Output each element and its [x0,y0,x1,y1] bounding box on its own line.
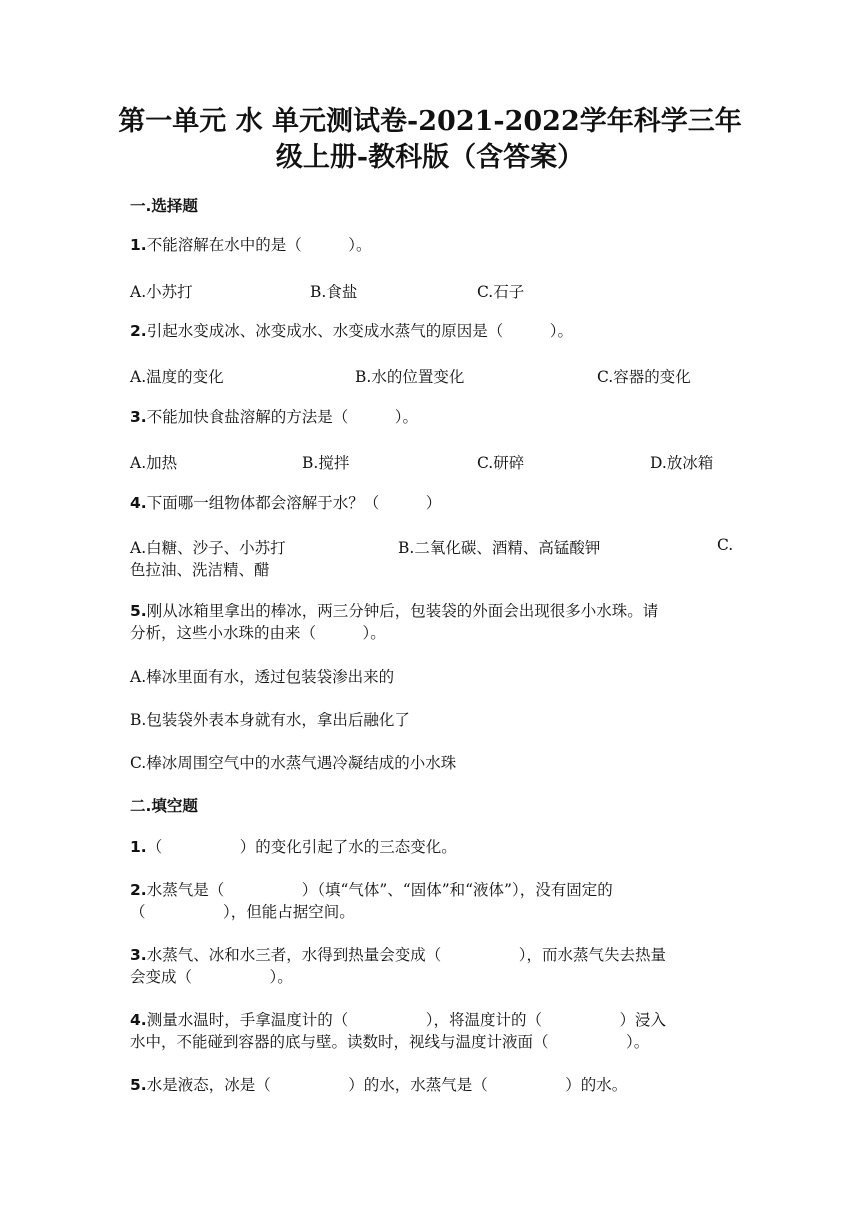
section-heading-fill: 二.填空题 [130,797,198,815]
question-text: 不能溶解在水中的是（ ）。 [146,236,372,254]
fill-question-3-line-2: 会变成（ ）。 [130,968,293,986]
option-c-text: 色拉油、洗洁精、醋 [130,561,270,579]
question-number: 3. [130,946,147,964]
fill-question-2-line-2: （ ），但能占据空间。 [130,903,355,921]
question-number: 5. [130,1076,147,1094]
option-b: B.二氧化碳、酒精、高锰酸钾 [398,539,601,557]
question-text: 水蒸气是（ ）（填“气体”、“固体”和“液体”），没有固定的 [146,881,613,899]
option-a: A.加热 [130,454,178,472]
question-number: 4. [130,1011,147,1029]
option-b: B.水的位置变化 [355,368,465,386]
question-number: 1. [130,838,147,856]
option-b: B.搅拌 [302,454,350,472]
question-text: （ ）的变化引起了水的三态变化。 [146,838,457,856]
question-number: 3. [130,408,147,426]
question-3 [130,406,730,428]
option-a: A.棒冰里面有水，透过包装袋渗出来的 [130,668,395,686]
question-text: 水是液态，冰是（ ）的水，水蒸气是（ ）的水。 [146,1076,628,1094]
fill-question-2 [130,879,730,901]
fill-question-5 [130,1074,730,1096]
question-text: 下面哪一组物体都会溶解于水？（ ） [146,494,442,512]
option-d: D.放冰箱 [650,454,714,472]
option-c-label: C. [717,536,734,554]
question-number: 5. [130,602,147,620]
option-c: C.棒冰周围空气中的水蒸气遇冷凝结成的小水珠 [130,754,457,772]
option-b: B.食盐 [310,283,358,301]
question-5 [130,600,730,622]
option-c: C.容器的变化 [597,368,691,386]
option-a: A.小苏打 [130,283,193,301]
option-c: C.石子 [477,283,525,301]
option-a: A.温度的变化 [130,368,224,386]
question-text: 刚从冰箱里拿出的棒冰，两三分钟后，包装袋的外面会出现很多小水珠。请 [146,602,659,620]
question-number: 2. [130,322,147,340]
question-text: 水蒸气、冰和水三者，水得到热量会变成（ ），而水蒸气失去热量 [146,946,666,964]
question-number: 4. [130,494,147,512]
question-text: 引起水变成冰、冰变成水、水变成水蒸气的原因是（ ）。 [146,322,573,340]
option-b: B.包装袋外表本身就有水，拿出后融化了 [130,711,410,729]
question-text: 不能加快食盐溶解的方法是（ ）。 [146,408,418,426]
question-2 [130,320,730,342]
fill-question-3 [130,944,730,966]
fill-question-4 [130,1009,730,1031]
page-title [100,104,760,176]
question-5-line-2: 分析，这些小水珠的由来（ ）。 [130,624,386,642]
question-4 [130,492,730,514]
question-1 [130,234,730,256]
option-a: A.白糖、沙子、小苏打 [130,539,286,557]
question-number: 2. [130,881,147,899]
question-text: 测量水温时，手拿温度计的（ ），将温度计的（ ）浸入 [146,1011,666,1029]
fill-question-1 [130,836,730,858]
section-heading-choice: 一.选择题 [130,197,198,215]
option-c: C.研碎 [477,454,525,472]
question-number: 1. [130,236,147,254]
title-line-2: 级上册-教科版（含答案） [275,142,585,173]
fill-question-4-line-2: 水中，不能碰到容器的底与壁。读数时，视线与温度计液面（ ）。 [130,1033,650,1051]
title-line-1: 第一单元 水 单元测试卷-2021-2022学年科学三年 [118,106,742,137]
